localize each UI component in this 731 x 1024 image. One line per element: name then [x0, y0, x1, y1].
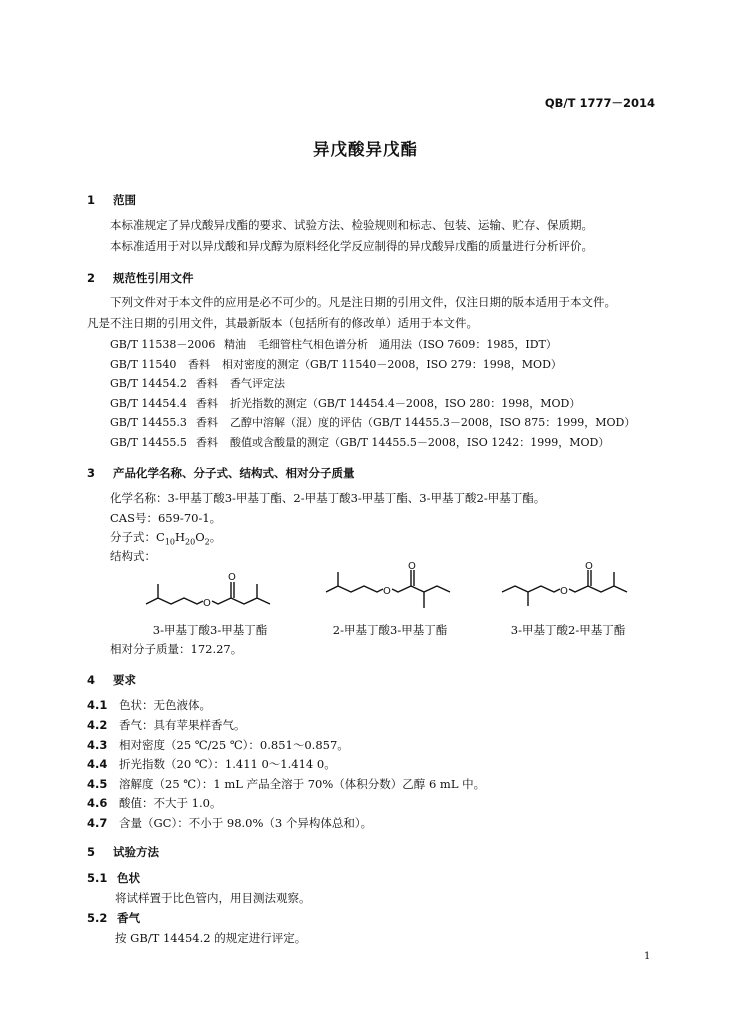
alcohol-chain: [502, 586, 560, 606]
section-3-heading: [87, 465, 355, 481]
acid-chain: [392, 570, 450, 608]
carbonyl-oxygen-label: O: [408, 561, 416, 572]
subsection-5-1-heading: [87, 870, 140, 886]
item-text: 色状：无色液体。: [119, 698, 211, 712]
requirement-item: [87, 717, 246, 733]
structure-caption-2: 2-甲基丁酸3-甲基丁酯: [332, 623, 448, 637]
reference-text: 酸值或含酸量的测定（GB/T 14455.5－2008，ISO 1242：1999，MOD）: [230, 436, 610, 449]
reference-code: GB/T 14454.4: [110, 397, 187, 410]
section-5-heading: [87, 844, 159, 860]
section-number: 4: [87, 673, 96, 687]
ester-oxygen-label: O: [203, 598, 211, 609]
item-text: 溶解度（25 ℃）：1 mL 产品全溶于 70%（体积分数）乙醇 6 mL 中。: [119, 777, 486, 791]
section-number: 3: [87, 466, 96, 480]
reference-kind: 精油: [224, 338, 246, 351]
structure-label: 结构式：: [110, 549, 156, 563]
reference-text: 毛细管柱气相色谱分析 通用法（ISO 7609：1985，IDT）: [258, 338, 557, 351]
section-number: 1: [87, 193, 96, 207]
section-title: 范围: [113, 193, 136, 207]
subsection-number: 5.1: [87, 871, 108, 885]
item-text: 香气：具有苹果样香气。: [119, 718, 246, 732]
acid-chain: [212, 582, 270, 604]
formula-label: 分子式：: [110, 530, 156, 544]
reference-text: 相对密度的测定（GB/T 11540－2008，ISO 279：1998，MOD）: [222, 358, 562, 371]
section-2-heading: [87, 270, 194, 286]
requirement-item: [87, 737, 349, 753]
reference-kind: 香料: [196, 416, 218, 429]
reference-text: 折光指数的测定（GB/T 14454.4－2008，ISO 280：1998，MOD）: [230, 397, 581, 410]
section-number: 2: [87, 271, 96, 285]
subsection-5-2-text: 按 GB/T 14454.2 的规定进行评定。: [115, 931, 307, 945]
section-4-heading: [87, 672, 136, 688]
alcohol-chain: [146, 584, 203, 604]
formula-end: 。: [209, 530, 222, 544]
reference-item: [110, 356, 562, 372]
structure-formula-3: [498, 562, 638, 618]
section-title: 产品化学名称、分子式、结构式、相对分子质量: [113, 466, 355, 480]
ester-oxygen-label: O: [560, 586, 568, 597]
carbonyl-oxygen-label: O: [585, 562, 593, 572]
formula-c-count: 10: [164, 537, 175, 547]
formula-o-count: 2: [204, 537, 210, 547]
subsection-5-1-text: 将试样置于比色管内，用目测法观察。: [115, 891, 311, 905]
structure-caption-3: 3-甲基丁酸2-甲基丁酯: [510, 623, 626, 637]
references-intro-1: 下列文件对于本文件的应用是必不可少的。凡是注日期的引用文件，仅注日期的版本适用于本文件。: [110, 295, 616, 309]
reference-text: 香气评定法: [230, 377, 285, 390]
item-number: 4.1: [87, 698, 108, 712]
standard-code: QB/T 1777－2014: [544, 96, 655, 110]
reference-code: GB/T 14455.5: [110, 436, 187, 449]
subsection-5-2-heading: [87, 910, 140, 926]
reference-kind: 香料: [196, 377, 218, 390]
molecular-mass: 相对分子质量：172.27。: [110, 642, 243, 656]
reference-item: [110, 375, 285, 391]
reference-item: [110, 336, 557, 352]
item-number: 4.2: [87, 718, 108, 732]
item-number: 4.3: [87, 738, 108, 752]
section-1-heading: [87, 192, 136, 208]
item-text: 折光指数（20 ℃）：1.411 0～1.414 0。: [119, 757, 336, 771]
formula-h-count: 20: [185, 537, 196, 547]
subsection-title: 香气: [117, 911, 140, 925]
item-text: 含量（GC）：不小于 98.0%（3 个异构体总和）。: [119, 816, 373, 830]
item-number: 4.6: [87, 796, 108, 810]
acid-chain: [569, 570, 627, 592]
reference-code: GB/T 11540: [110, 358, 177, 371]
document-title: 异戊酸异戊酯: [313, 140, 418, 159]
reference-item: [110, 434, 609, 450]
reference-kind: 香料: [188, 358, 210, 371]
section-title: 试验方法: [113, 845, 159, 859]
formula-h: H: [175, 530, 186, 544]
cas-number: CAS号：659-70-1。: [110, 511, 222, 525]
item-text: 相对密度（25 ℃/25 ℃）：0.851～0.857。: [119, 738, 349, 752]
references-intro-2: 凡是不注日期的引用文件，其最新版本（包括所有的修改单）适用于本文件。: [87, 316, 478, 330]
requirement-item: [87, 795, 221, 811]
alcohol-chain: [326, 572, 383, 592]
scope-paragraph-2: 本标准适用于对以异戊酸和异戊醇为原料经化学反应制得的异戊酸异戊酯的质量进行分析评价。: [110, 239, 593, 253]
subsection-title: 色状: [117, 871, 140, 885]
requirement-item: [87, 815, 372, 831]
requirement-item: [87, 776, 485, 792]
reference-kind: 香料: [196, 397, 218, 410]
chemical-name: 化学名称：3-甲基丁酸3-甲基丁酯、2-甲基丁酸3-甲基丁酯、3-甲基丁酸2-甲基丁酯。: [110, 491, 546, 505]
item-number: 4.7: [87, 816, 108, 830]
reference-text: 乙醇中溶解（混）度的评估（GB/T 14455.3－2008，ISO 875：1999，MOD）: [230, 416, 636, 429]
formula-o: O: [195, 530, 205, 544]
item-number: 4.4: [87, 757, 108, 771]
section-title: 规范性引用文件: [113, 271, 194, 285]
subsection-number: 5.2: [87, 911, 108, 925]
reference-code: GB/T 11538－2006: [110, 338, 216, 351]
requirement-item: [87, 697, 211, 713]
structure-caption-1: 3-甲基丁酸3-甲基丁酯: [152, 623, 268, 637]
item-text: 酸值：不大于 1.0。: [119, 796, 222, 810]
molecular-formula: [110, 529, 221, 546]
section-number: 5: [87, 845, 96, 859]
ester-oxygen-label: O: [383, 586, 391, 597]
reference-item: [110, 395, 580, 411]
requirement-item: [87, 756, 336, 772]
structure-formula-2: [320, 560, 460, 616]
structure-formula-1: [138, 566, 278, 618]
reference-kind: 香料: [196, 436, 218, 449]
scope-paragraph-1: 本标准规定了异戊酸异戊酯的要求、试验方法、检验规则和标志、包装、运输、贮存、保质期。: [110, 218, 593, 232]
page-number: 1: [644, 951, 651, 962]
section-title: 要求: [113, 673, 136, 687]
formula-c: C: [156, 530, 165, 544]
reference-item: [110, 414, 635, 430]
item-number: 4.5: [87, 777, 108, 791]
carbonyl-oxygen-label: O: [228, 572, 236, 583]
reference-code: GB/T 14454.2: [110, 377, 187, 390]
reference-code: GB/T 14455.3: [110, 416, 187, 429]
